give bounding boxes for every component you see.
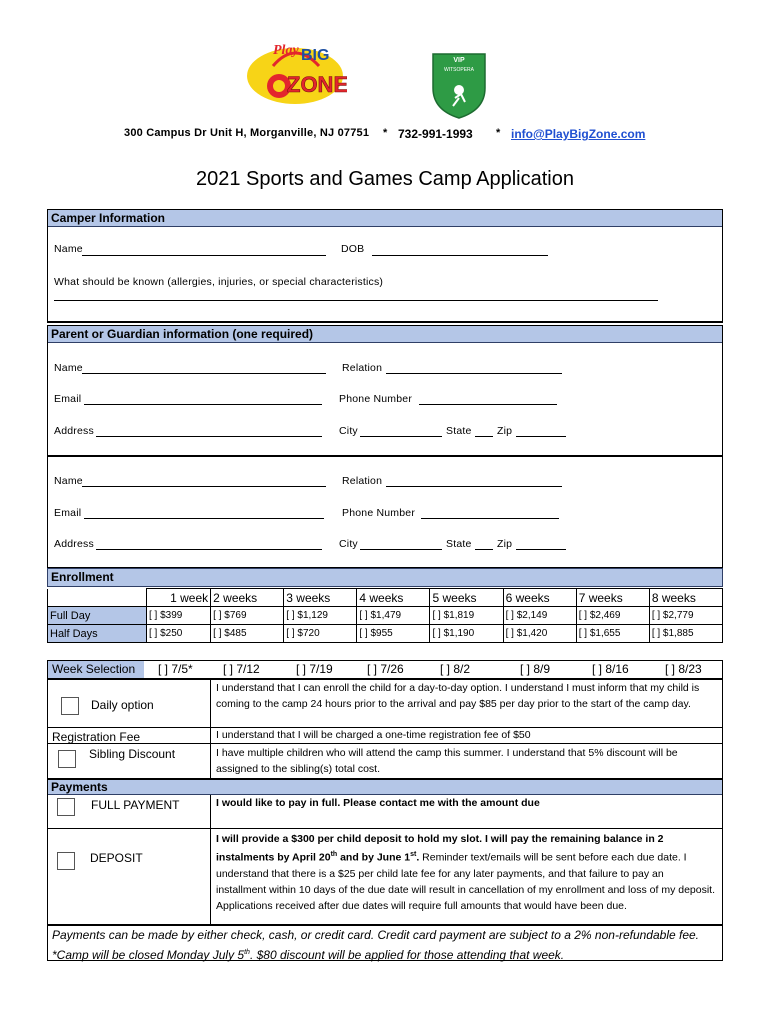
superscript: th bbox=[330, 851, 338, 858]
svg-text:ZONE: ZONE bbox=[287, 72, 347, 97]
parent1-state-label: State bbox=[446, 425, 472, 437]
half-day-option[interactable]: [ ] $720 bbox=[284, 625, 357, 643]
deposit-text-bold: I will provide a $300 per child deposit to hold my slot. I will pay the remaining balance in 2 instalments by April 20 bbox=[216, 833, 664, 864]
parent1-relation-field[interactable] bbox=[386, 373, 562, 374]
parent1-email-label: Email bbox=[54, 393, 82, 405]
half-day-option[interactable]: [ ] $1,885 bbox=[649, 625, 722, 643]
week-option[interactable]: [ ] 8/23 bbox=[665, 662, 702, 676]
parent1-zip-label: Zip bbox=[497, 425, 513, 437]
footer-text: Payments can be made by either check, cash, or credit card. Credit card payment are subject to a 2% non-refundable fee. *Camp will be closed Monday July 5 bbox=[52, 928, 700, 962]
parent-frame bbox=[47, 325, 723, 568]
full-day-option[interactable]: [ ] $2,469 bbox=[576, 607, 649, 625]
parent2-name-label: Name bbox=[54, 475, 83, 487]
svg-text:WITSOPERA: WITSOPERA bbox=[443, 67, 475, 73]
empty-cell bbox=[48, 589, 147, 607]
options-row-divider bbox=[47, 727, 723, 728]
dob-label: DOB bbox=[341, 243, 365, 255]
week-header: 5 weeks bbox=[430, 589, 503, 607]
full-day-option[interactable]: [ ] $1,129 bbox=[284, 607, 357, 625]
soccer-academy-logo bbox=[429, 50, 489, 120]
week-selection-label: Week Selection bbox=[52, 662, 136, 676]
week-header: 1 week bbox=[147, 589, 211, 607]
sibling-discount-text: I have multiple children who will attend the camp this summer. I understand that 5% discount will be assigned to the sibling(s) total cost. bbox=[216, 747, 678, 775]
enrollment-table bbox=[47, 588, 723, 643]
camper-frame bbox=[47, 209, 723, 323]
payments-row-divider bbox=[47, 828, 723, 829]
enrollment-section-header bbox=[47, 568, 723, 587]
full-day-option[interactable]: [ ] $1,819 bbox=[430, 607, 503, 625]
parent2-relation-field[interactable] bbox=[386, 486, 562, 487]
deposit-label: DEPOSIT bbox=[90, 851, 143, 865]
payments-column-divider bbox=[210, 795, 211, 925]
name-label: Name bbox=[54, 243, 83, 255]
parent1-relation-label: Relation bbox=[342, 362, 383, 374]
dob-field[interactable] bbox=[372, 255, 548, 256]
options-row-divider bbox=[47, 743, 723, 744]
parent2-state-field[interactable] bbox=[475, 549, 493, 550]
superscript: th bbox=[244, 949, 250, 956]
daily-option-text: I understand that I can enroll the child for a day-to-day option. I understand I must inform that my child is coming to the camp 24 hours prior to the arrival and pay $85 per day prior to the start of the camp day. bbox=[216, 682, 700, 710]
section-label: Enrollment bbox=[51, 570, 114, 584]
half-day-option[interactable]: [ ] $1,655 bbox=[576, 625, 649, 643]
half-day-option[interactable]: [ ] $955 bbox=[357, 625, 430, 643]
parent2-address-label: Address bbox=[54, 538, 94, 550]
deposit-checkbox[interactable] bbox=[57, 852, 75, 870]
sibling-discount-checkbox[interactable] bbox=[58, 750, 76, 768]
parent2-state-label: State bbox=[446, 538, 472, 550]
full-payment-text: I would like to pay in full. Please contact me with the amount due bbox=[216, 797, 540, 809]
full-day-option[interactable]: [ ] $399 bbox=[147, 607, 211, 625]
parent2-email-label: Email bbox=[54, 507, 82, 519]
svg-text:BIG: BIG bbox=[301, 47, 330, 64]
week-header: 6 weeks bbox=[503, 589, 576, 607]
page-title: 2021 Sports and Games Camp Application bbox=[196, 168, 574, 190]
section-divider bbox=[47, 321, 723, 323]
parent2-phone-label: Phone Number bbox=[342, 507, 416, 519]
daily-option-label: Daily option bbox=[91, 698, 154, 712]
phone-number: 732-991-1993 bbox=[398, 127, 473, 141]
half-day-option[interactable]: [ ] $485 bbox=[211, 625, 284, 643]
play-big-zone-logo bbox=[243, 36, 347, 108]
deposit-text-rest: Reminder text/emails will be sent before each due date. I understand that there is a $25 per child late fee for any later payments, and that failure to pay an installment within 10 days of the due date will result in cancellation of my enrollment and loss of my deposit. Applications received after due dates will require full amounts that would have been due. bbox=[216, 851, 716, 912]
parent2-zip-field[interactable] bbox=[516, 549, 566, 550]
separator: * bbox=[496, 127, 501, 139]
parent1-city-label: City bbox=[339, 425, 358, 437]
parent1-name-field[interactable] bbox=[82, 373, 326, 374]
full-day-option[interactable]: [ ] $1,479 bbox=[357, 607, 430, 625]
full-day-label: Full Day bbox=[48, 607, 147, 625]
separator: * bbox=[383, 127, 388, 139]
half-day-label: Half Days bbox=[48, 625, 147, 643]
parent1-email-field[interactable] bbox=[84, 404, 322, 405]
week-option[interactable]: [ ] 7/19 bbox=[296, 662, 333, 676]
address: 300 Campus Dr Unit H, Morganville, NJ 07751 bbox=[124, 127, 370, 139]
footer-note bbox=[52, 927, 718, 964]
parent1-phone-field[interactable] bbox=[419, 404, 557, 405]
parent2-zip-label: Zip bbox=[497, 538, 513, 550]
parent1-city-field[interactable] bbox=[360, 436, 442, 437]
parent-divider bbox=[47, 455, 723, 457]
full-day-option[interactable]: [ ] $769 bbox=[211, 607, 284, 625]
superscript: st bbox=[410, 851, 417, 858]
parent1-name-label: Name bbox=[54, 362, 83, 374]
sibling-discount-label: Sibling Discount bbox=[89, 747, 176, 761]
half-day-option[interactable]: [ ] $250 bbox=[147, 625, 211, 643]
section-label: Parent or Guardian information (one required) bbox=[51, 327, 314, 341]
deposit-text-bold: . bbox=[416, 851, 420, 864]
half-day-row bbox=[48, 625, 723, 643]
section-label: Camper Information bbox=[51, 211, 166, 225]
week-option[interactable]: [ ] 7/26 bbox=[367, 662, 404, 676]
week-option[interactable]: [ ] 8/16 bbox=[592, 662, 629, 676]
week-option[interactable]: [ ] 7/12 bbox=[223, 662, 260, 676]
registration-fee-text: I understand that I will be charged a one-time registration fee of $50 bbox=[216, 729, 531, 741]
week-option[interactable]: [ ] 8/2 bbox=[440, 662, 471, 676]
parent2-name-field[interactable] bbox=[82, 486, 326, 487]
registration-fee-label: Registration Fee bbox=[52, 730, 141, 744]
parent1-address-field[interactable] bbox=[96, 436, 322, 437]
half-day-option[interactable]: [ ] $1,420 bbox=[503, 625, 576, 643]
full-day-row bbox=[48, 607, 723, 625]
weeks-header-row bbox=[48, 589, 723, 607]
known-field[interactable] bbox=[54, 300, 658, 301]
deposit-text bbox=[216, 831, 716, 914]
svg-text:VIP: VIP bbox=[453, 57, 465, 64]
deposit-text-bold: and by June 1 bbox=[337, 851, 411, 864]
full-payment-label: FULL PAYMENT bbox=[91, 798, 180, 812]
email-link[interactable]: info@PlayBigZone.com bbox=[511, 127, 646, 141]
week-header: 2 weeks bbox=[211, 589, 284, 607]
parent2-address-field[interactable] bbox=[96, 549, 322, 550]
half-day-option[interactable]: [ ] $1,190 bbox=[430, 625, 503, 643]
footer-text: . $80 discount will be applied for those attending that week. bbox=[249, 948, 565, 962]
parent1-state-field[interactable] bbox=[475, 436, 493, 437]
parent2-phone-field[interactable] bbox=[421, 518, 559, 519]
week-header: 8 weeks bbox=[649, 589, 722, 607]
parent2-city-label: City bbox=[339, 538, 358, 550]
known-label: What should be known (allergies, injuries, or special characteristics) bbox=[54, 276, 384, 288]
parent1-zip-field[interactable] bbox=[516, 436, 566, 437]
parent2-relation-label: Relation bbox=[342, 475, 383, 487]
parent1-phone-label: Phone Number bbox=[339, 393, 413, 405]
section-label: Payments bbox=[51, 780, 108, 794]
parent2-email-field[interactable] bbox=[84, 518, 324, 519]
svg-text:Play: Play bbox=[273, 43, 299, 58]
daily-option-checkbox[interactable] bbox=[61, 697, 79, 715]
full-day-option[interactable]: [ ] $2,149 bbox=[503, 607, 576, 625]
parent1-address-label: Address bbox=[54, 425, 94, 437]
parent2-city-field[interactable] bbox=[360, 549, 442, 550]
options-column-divider bbox=[210, 679, 211, 779]
full-payment-checkbox[interactable] bbox=[57, 798, 75, 816]
week-option[interactable]: [ ] 8/9 bbox=[520, 662, 551, 676]
name-field[interactable] bbox=[82, 255, 326, 256]
week-header: 4 weeks bbox=[357, 589, 430, 607]
week-header: 7 weeks bbox=[576, 589, 649, 607]
week-header: 3 weeks bbox=[284, 589, 357, 607]
week-option[interactable]: [ ] 7/5* bbox=[158, 662, 193, 676]
full-day-option[interactable]: [ ] $2,779 bbox=[649, 607, 722, 625]
